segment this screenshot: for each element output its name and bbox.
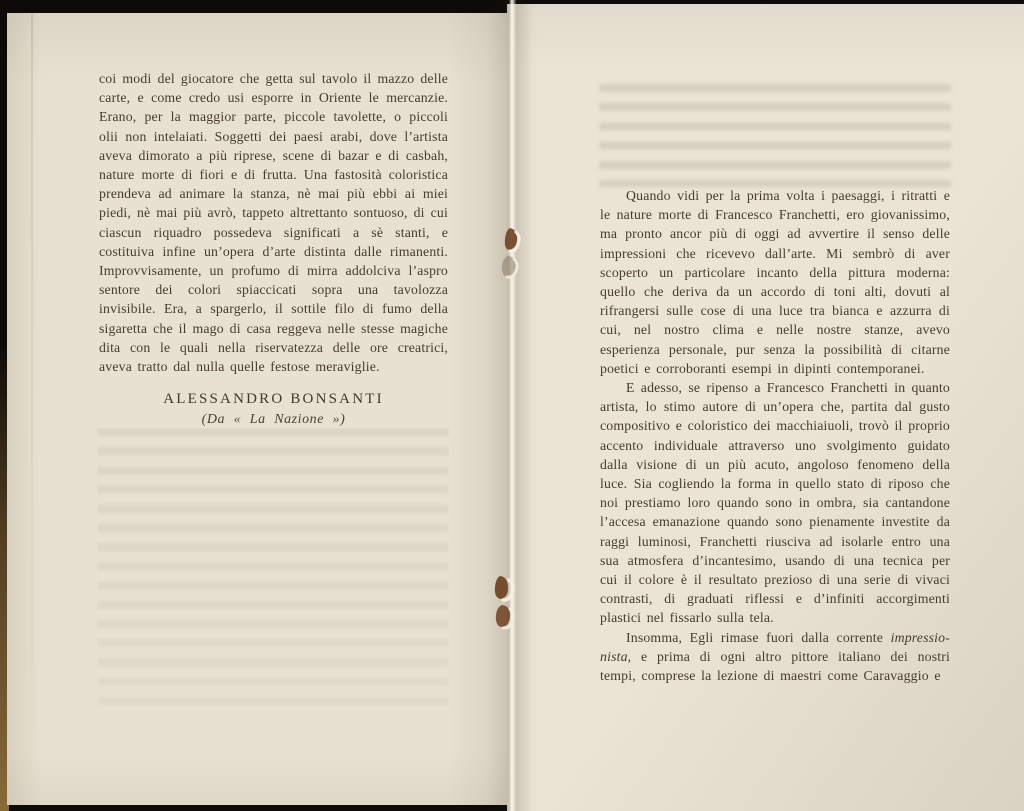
show-through-text-left [97, 428, 449, 715]
right-page-text-block [600, 186, 950, 685]
left-page [7, 13, 507, 805]
italic-term: impressio-nista, [600, 629, 950, 664]
right-page-paragraph-3 [600, 628, 950, 686]
left-page-text-block [99, 69, 448, 428]
right-page [507, 4, 1024, 811]
right-page-paragraph-1: Quando vidi per la prima volta i paesaggi, i ritratti e le nature morte di Francesco Franchetti, ero giovanissimo, ma pronto ancor più di oggi ad avvertire il senso delle impressioni che ricevevo dall’arte. Mi sembrò di aver scoperto un particolare incanto della pittura moderna: quello che deriva da un accordo di toni alti, dovuti al rifrangersi sulle cose di una luce tra bianca e azzurra di cui, nel nostro clima e nelle nostre stanze, avevo esperienza personale, pur senza la possibilità di citarne poetici e corroboranti esempi in dipinti contemporanei. [600, 188, 950, 376]
author-signature: ALESSANDRO BONSANTI [163, 391, 384, 408]
right-page-paragraph-2: E adesso, se ripenso a Francesco Franchetti in quanto artista, lo stimo autore di un’opera che, partita dal gusto compositivo e coloristico dei macchiaiuoli, trovò il proprio accento individuale attraverso uno svolgimento guidato dalla visione di un più acuto, angoloso fenomeno della luce. Sia cogliendo la forma in quello stato di riposo che noi prestiamo loro quando sono in ombra, sia cantandone l’accesa emanazione quando sono pienamente investite da raggi luminosi, Franchetti riusciva ad isolarle entro una sua atmosfera d’incantesimo, usando di una tecnica per cui il colore è il resultato prezioso di una serie di vivaci contrasti, di graduati riflessi e d’infiniti accorgimenti plastici nel fissarlo sulla tela. [600, 380, 950, 626]
show-through-text-right [599, 84, 951, 187]
page-fold-line [31, 13, 33, 805]
paragraph-text: Insomma, Egli rimase fuori dalla corrente [626, 629, 891, 645]
source-attribution: (Da « La Nazione ») [201, 412, 346, 428]
left-page-paragraph: coi modi del giocatore che getta sul tavolo il mazzo delle carte, e come credo usi esporre in Oriente le mercanzie. Erano, per la maggior parte, piccole tavolette, o piccoli olii non intelaiati. Soggetti dei paesi arabi, dove l’artista aveva dimorato a più riprese, scene di bazar e di casbah, nature morte di fiori e di frutta. Una fastosità coloristica prendeva ad animare la stanza, nè mai più ebbi ai miei piedi, nè mai più avrò, tappeto altrettanto sontuoso, di cui ciascun riquadro possedeva significati a sè stanti, e costituiva infine un’opera d’arte distinta dalle rimanenti. Improvvisamente, un profumo di mirra addolciva l’aspro sentore dei colori spiaccicati sopra una tavolozza invisibile. Era, a spargerlo, il sottile filo di fumo della sigaretta che il mago di casa reggeva nelle stesse magiche dita con le quali nella riservatezza delle ore creatrici, aveva tratto dal nulla quelle festose meraviglie. [99, 71, 448, 375]
paragraph-text: e prima di ogni altro pittore italiano dei nostri tempi, comprese la lezione di maestri come Caravaggio e [600, 648, 950, 684]
